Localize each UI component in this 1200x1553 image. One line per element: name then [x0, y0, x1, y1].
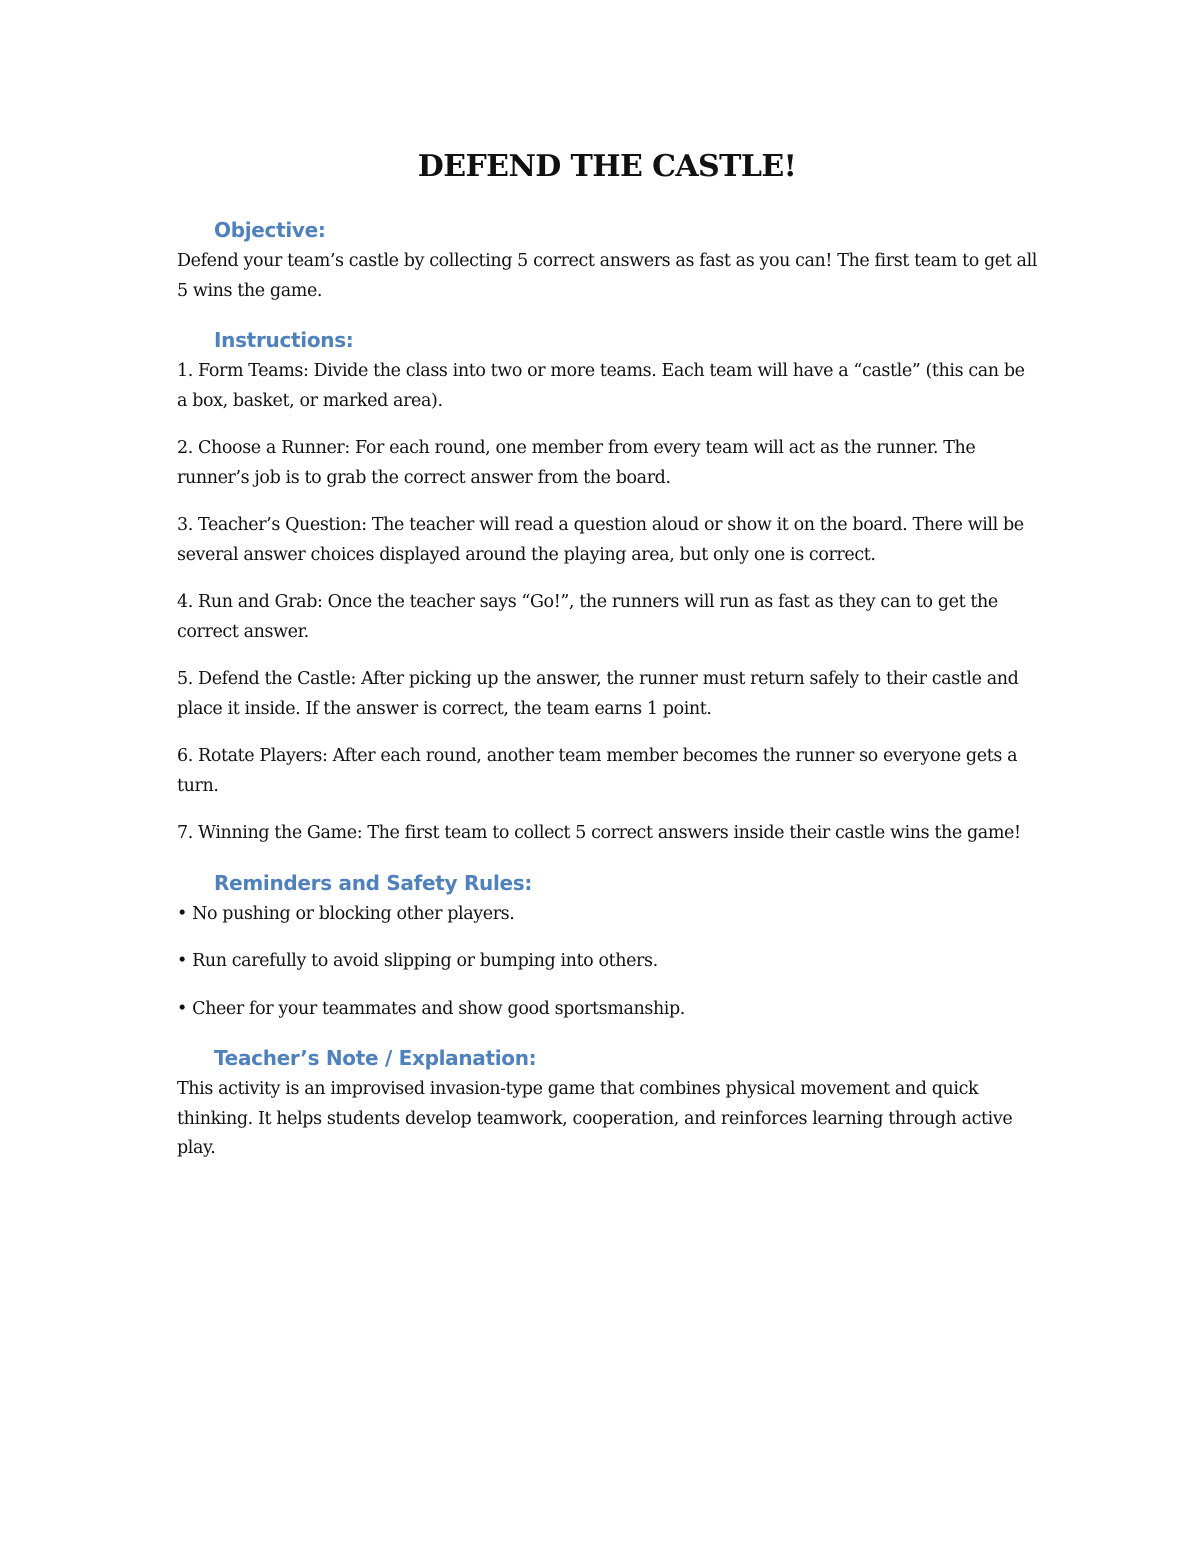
instruction-item-winning-game: 7. Winning the Game: The first team to collect 5 correct answers inside their castle wins the game!	[177, 823, 1021, 843]
objective-heading: Objective:	[214, 218, 326, 242]
reminder-item-cheer-teammates: • Cheer for your teammates and show good sportsmanship.	[177, 998, 685, 1019]
instruction-item-defend-castle: 5. Defend the Castle: After picking up the answer, the runner must return safely to their castle and place it inside. If the answer is correct, the team earns 1 point.	[177, 669, 1019, 719]
teacher-note-text: This activity is an improvised invasion-type game that combines physical movement and quick thinking. It helps students develop teamwork, cooperation, and reinforces learning through active play.	[177, 1079, 1013, 1158]
instructions-heading: Instructions:	[214, 328, 354, 352]
reminder-item-run-carefully: • Run carefully to avoid slipping or bumping into others.	[177, 951, 658, 971]
objective-text: Defend your team’s castle by collecting 5 correct answers as fast as you can! The first team to get all 5 wins the game.	[177, 251, 1037, 301]
instruction-item-choose-runner: 2. Choose a Runner: For each round, one member from every team will act as the runner. The runner’s job is to grab the correct answer from the board.	[177, 438, 976, 488]
instruction-item-run-and-grab: 4. Run and Grab: Once the teacher says “Go!”, the runners will run as fast as they can to get the correct answer.	[177, 592, 998, 642]
teacher-note-heading: Teacher’s Note / Explanation:	[214, 1046, 537, 1070]
instruction-item-teachers-question: 3. Teacher’s Question: The teacher will read a question aloud or show it on the board. There will be several answer choices displayed around the playing area, but only one is correct.	[177, 515, 1024, 565]
instruction-item-rotate-players: 6. Rotate Players: After each round, another team member becomes the runner so everyone gets a turn.	[177, 746, 1018, 796]
document-body	[177, 142, 1037, 1164]
reminders-heading: Reminders and Safety Rules:	[214, 870, 533, 895]
reminder-item-no-pushing: • No pushing or blocking other players.	[177, 903, 515, 924]
document-title: DEFEND THE CASTLE!	[417, 149, 797, 184]
instruction-item-form-teams: 1. Form Teams: Divide the class into two or more teams. Each team will have a “castle” (this can be a box, basket, or marked area).	[177, 361, 1025, 411]
